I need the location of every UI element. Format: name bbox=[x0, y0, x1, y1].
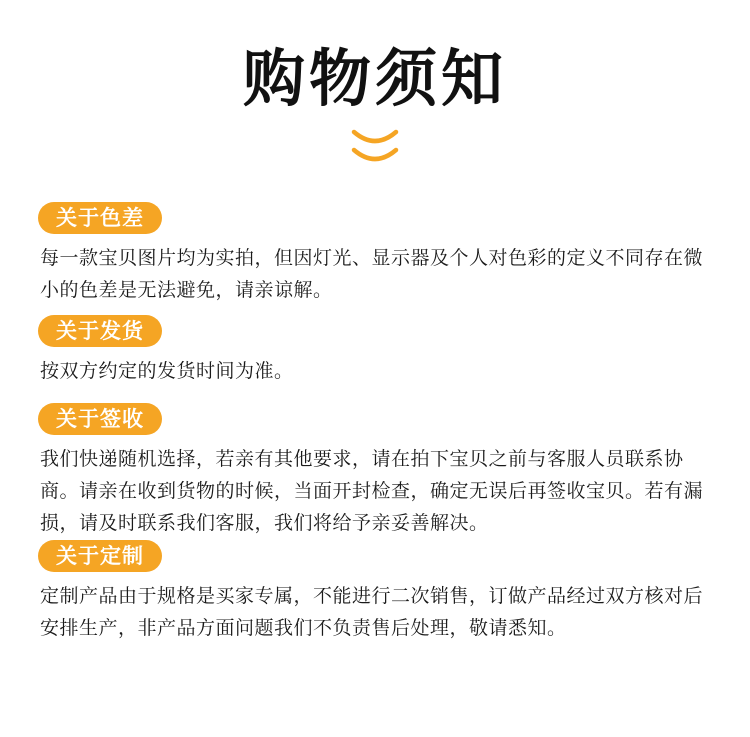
section-color-difference bbox=[38, 202, 718, 306]
section-text-color-difference: 每一款宝贝图片均为实拍，但因灯光、显示器及个人对色彩的定义不同存在微小的色差是无法避免，请亲谅解。 bbox=[40, 247, 704, 301]
section-signing bbox=[38, 403, 718, 539]
double-smile-arc-icon bbox=[348, 124, 402, 170]
page-title: 购物须知 bbox=[242, 42, 507, 115]
section-customization bbox=[38, 540, 718, 644]
section-text-signing: 我们快递随机选择，若亲有其他要求，请在拍下宝贝之前与客服人员联系协商。请亲在收到货物的时候，当面开封检查，确定无误后再签收宝贝。若有漏损，请及时联系我们客服，我们将给予亲妥善解决。 bbox=[40, 448, 704, 534]
section-text-customization: 定制产品由于规格是买家专属，不能进行二次销售，订做产品经过双方核对后安排生产，非产品方面问题我们不负责售后处理，敬请悉知。 bbox=[40, 585, 704, 639]
section-badge-color-difference: 关于色差 bbox=[38, 202, 162, 234]
section-badge-customization: 关于定制 bbox=[38, 540, 162, 572]
section-text-shipping: 按双方约定的发货时间为准。 bbox=[40, 360, 294, 382]
section-badge-shipping: 关于发货 bbox=[38, 315, 162, 347]
section-shipping bbox=[38, 315, 718, 387]
section-badge-signing: 关于签收 bbox=[38, 403, 162, 435]
